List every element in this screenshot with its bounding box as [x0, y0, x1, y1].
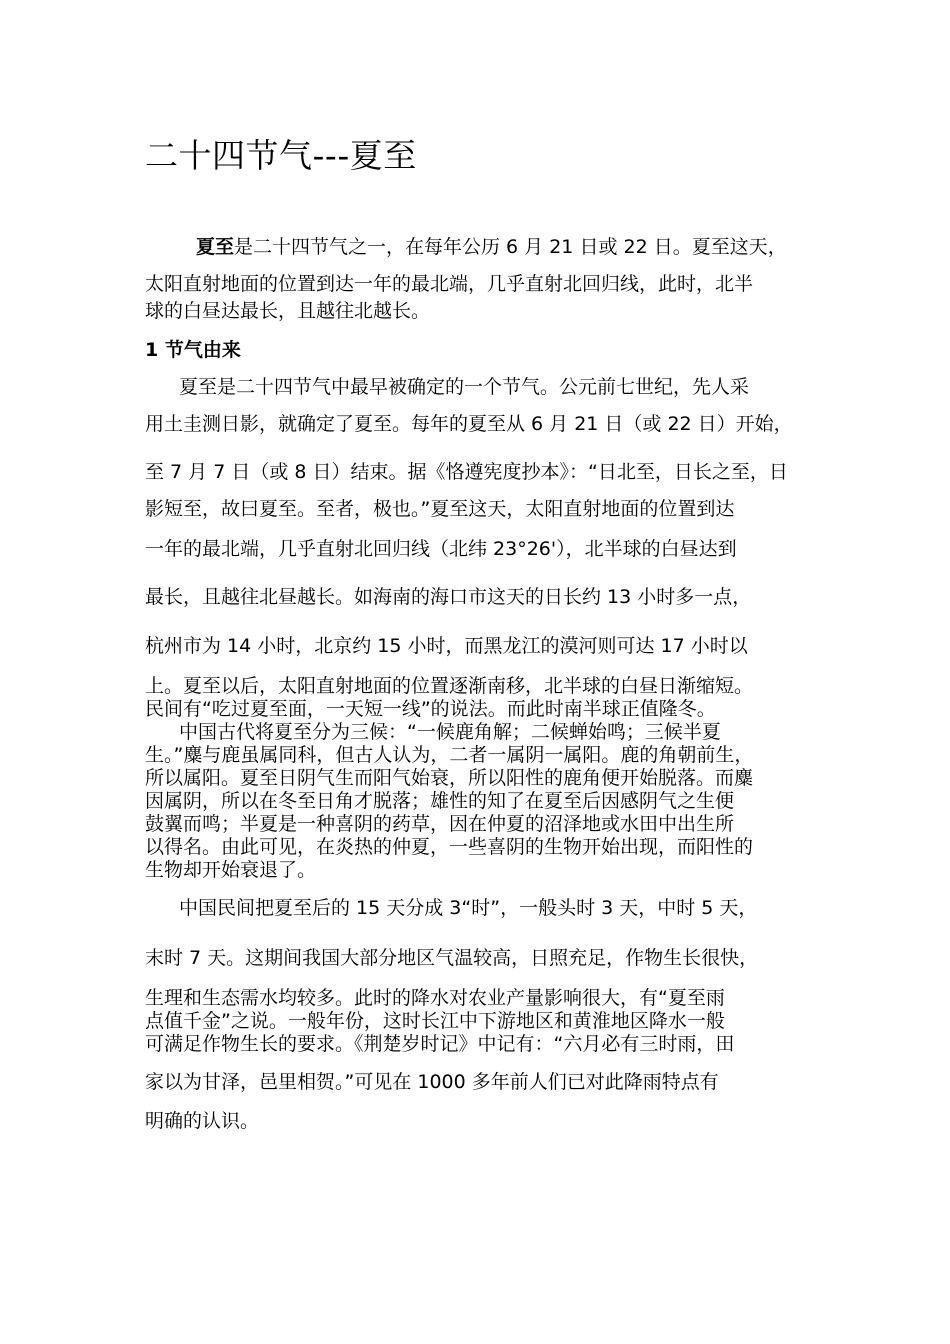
paragraph-line: 用土圭测日影，就确定了夏至。每年的夏至从 6 月 21 日（或 22 日）开始，: [145, 413, 793, 435]
paragraph-line: 杭州市为 14 小时，北京约 15 小时，而黑龙江的漠河则可达 17 小时以: [145, 635, 748, 657]
paragraph-line: 民间有“吃过夏至面，一天短一线”的说法。而此时南半球正值隆冬。: [145, 698, 716, 720]
paragraph-line: 以得名。由此可见，在炎热的仲夏，一些喜阴的生物开始出现，而阳性的: [145, 836, 754, 858]
paragraph-line: 鼓翼而鸣；半夏是一种喜阴的药草，因在仲夏的沼泽地或水田中出生所: [145, 813, 735, 835]
paragraph-line: 生理和生态需水均较多。此时的降水对农业产量影响很大，有“夏至雨: [145, 987, 725, 1009]
paragraph-line: 明确的认识。: [145, 1110, 260, 1132]
paragraph-line: 影短至，故曰夏至。至者，极也。”夏至这天，太阳直射地面的位置到达: [145, 498, 735, 520]
paragraph-line: 夏至是二十四节气中最早被确定的一个节气。公元前七世纪，先人采: [179, 376, 750, 398]
intro-line-1: [196, 235, 787, 259]
paragraph-line: 一年的最北端，几乎直射北回归线（北纬 23°26'），北半球的白昼达到: [145, 538, 737, 560]
paragraph-line: 至 7 月 7 日（或 8 日）结束。据《恪遵宪度抄本》：“日北至，日长之至，日: [145, 461, 788, 483]
paragraph-line: 最长，且越往北昼越长。如海南的海口市这天的日长约 13 小时多一点，: [145, 586, 752, 608]
paragraph-line: 生。”麋与鹿虽属同科，但古人认为，二者一属阴一属阳。鹿的角朝前生，: [145, 744, 754, 766]
paragraph-line: 中国古代将夏至分为三候：“一候鹿角解；二候蝉始鸣；三候半夏: [179, 721, 721, 743]
intro-line-1-text: 是二十四节气之一，在每年公历 6 月 21 日或 22 日。夏至这天，: [234, 236, 787, 258]
paragraph-line: 点值千金”之说。一般年份，这时长江中下游地区和黄淮地区降水一般: [145, 1010, 725, 1032]
intro-line-3: 球的白昼达最长，且越往北越长。: [145, 300, 431, 322]
section-heading: 1 节气由来: [145, 339, 241, 361]
paragraph-line: 生物却开始衰退了。: [145, 859, 317, 881]
paragraph-line: 上。夏至以后，太阳直射地面的位置逐渐南移，北半球的白昼日渐缩短。: [145, 675, 754, 697]
paragraph-line: 所以属阳。夏至日阴气生而阳气始衰，所以阳性的鹿角便开始脱落。而麋: [145, 767, 754, 789]
page-title: 二十四节气---夏至: [145, 136, 417, 175]
paragraph-line: 中国民间把夏至后的 15 天分成 3“时”，一般头时 3 天，中时 5 天，: [179, 897, 758, 919]
paragraph-line: 末时 7 天。这期间我国大部分地区气温较高，日照充足，作物生长很快，: [145, 947, 759, 969]
paragraph-line: 家以为甘泽，邑里相贺。”可见在 1000 多年前人们已对此降雨特点有: [145, 1071, 719, 1093]
intro-bold-term: 夏至: [196, 236, 235, 258]
paragraph-line: 因属阴，所以在冬至日角才脱落；雄性的知了在夏至后因感阴气之生便: [145, 790, 735, 812]
paragraph-line: 可满足作物生长的要求。《荆楚岁时记》中记有：“六月必有三时雨，田: [145, 1033, 735, 1055]
intro-line-2: 太阳直射地面的位置到达一年的最北端，几乎直射北回归线，此时，北半: [145, 273, 754, 295]
